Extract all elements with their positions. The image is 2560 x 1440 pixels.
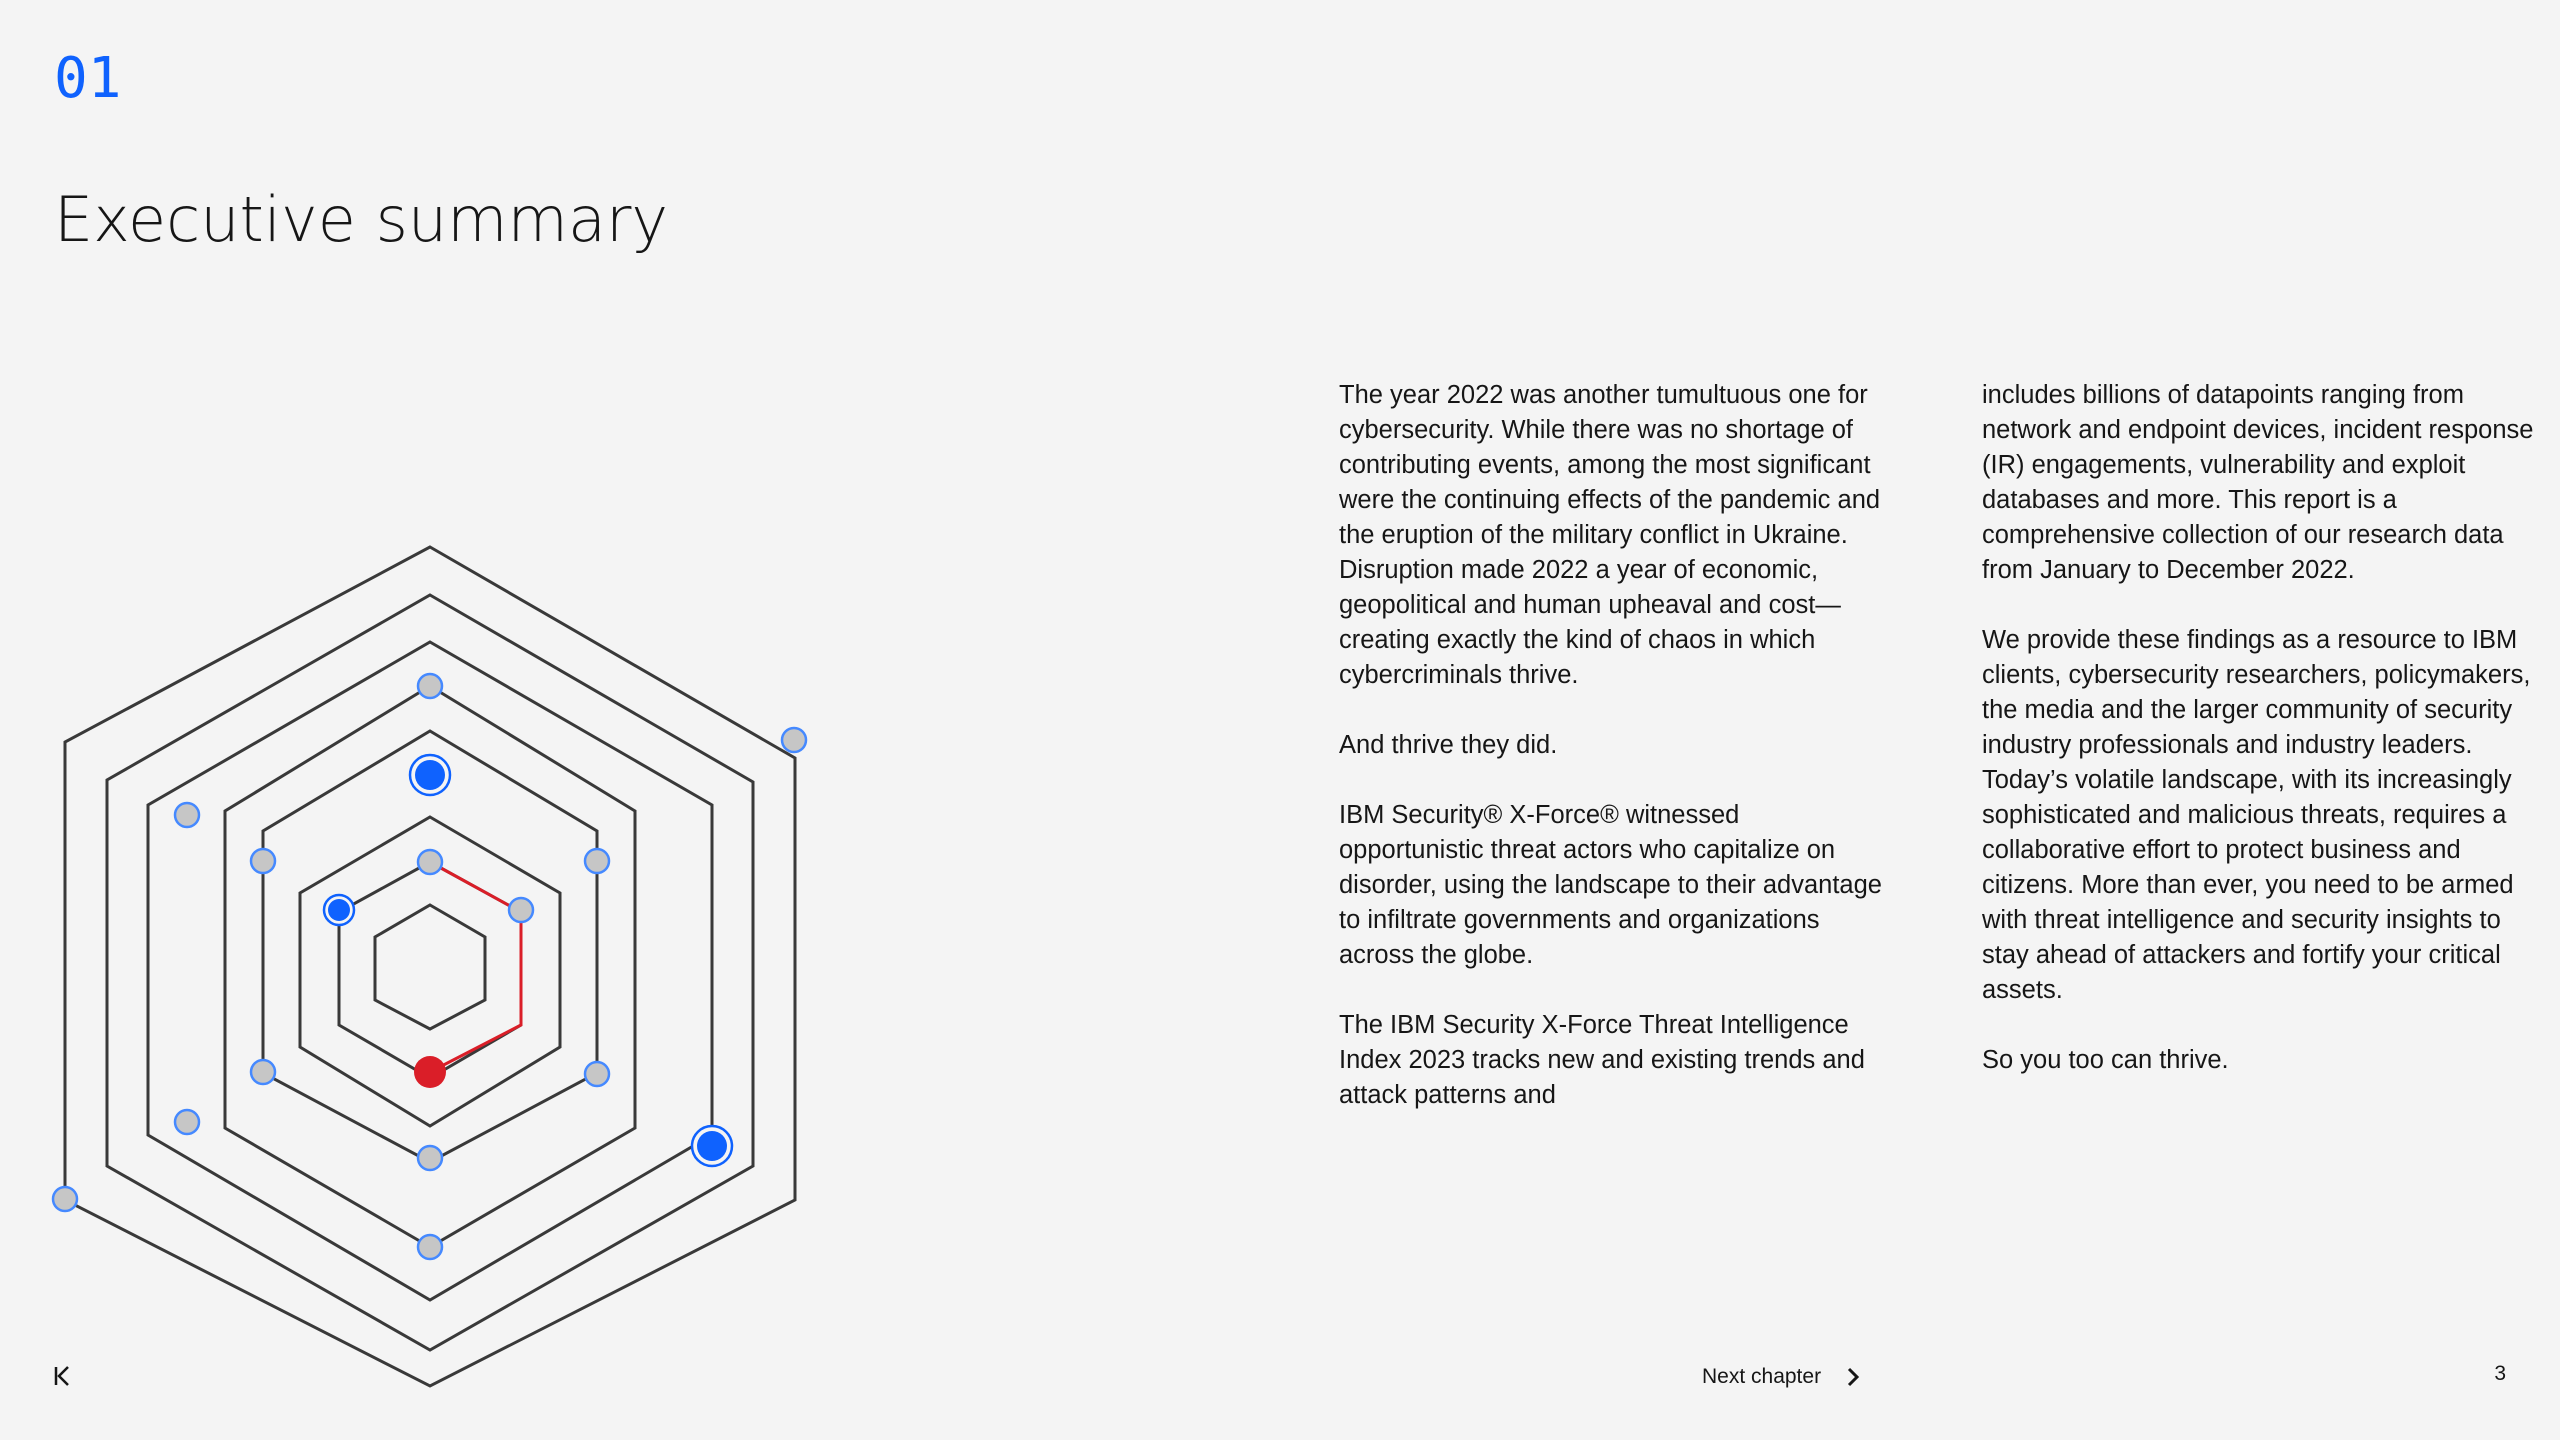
body-left-column: [1339, 378, 1884, 1148]
network-node: [251, 849, 275, 873]
chevron-right-icon: [1843, 1365, 1863, 1389]
network-node: [175, 1110, 199, 1134]
paragraph: The year 2022 was another tumultuous one for cybersecurity. While there was no shortage of contributing events, among the most significant were the continuing effects of the pandemic and the eruption of the military conflict in Ukraine. Disruption made 2022 a year of economic, geopolitical and human upheaval and cost—creating exactly the kind of chaos in which cybercriminals thrive.: [1339, 381, 1881, 689]
highlight-node: [697, 1131, 727, 1161]
paragraph: IBM Security® X-Force® witnessed opportunistic threat actors who capitalize on disorder, using the landscape to their advantage to infiltrate governments and organizations across the globe.: [1339, 801, 1882, 969]
highlight-node: [328, 899, 350, 921]
chapter-number: 01: [54, 46, 122, 111]
hexagon-ring-7: [339, 862, 521, 1078]
network-node: [782, 728, 806, 752]
network-node: [418, 850, 442, 874]
threat-node-red: [414, 1056, 446, 1088]
paragraph: And thrive they did.: [1339, 731, 1558, 759]
network-node: [418, 1235, 442, 1259]
network-node: [418, 1146, 442, 1170]
page-title: Executive summary: [54, 183, 669, 256]
page-number: 3: [2494, 1362, 2506, 1385]
concentric-hexagon-network-graphic: [0, 500, 860, 1400]
threat-path-line: [430, 862, 521, 1072]
paragraph: The IBM Security X-Force Threat Intelligence Index 2023 tracks new and existing trends and attack patterns and: [1339, 1011, 1865, 1109]
network-node: [418, 674, 442, 698]
network-node: [509, 898, 533, 922]
paragraph: We provide these findings as a resource to IBM clients, cybersecurity researchers, policymakers, the media and the larger community of security industry professionals and industry leaders. Today’s volatile landscape, with its increasingly sophisticated and malicious threats, requires a collaborative effort to protect business and citizens. More than ever, you need to be armed with threat intelligence and security insights to stay ahead of attackers and fortify your critical assets.: [1982, 626, 2531, 1004]
body-right-column: [1982, 378, 2542, 1113]
highlight-nodes-blue: [324, 755, 732, 1166]
network-node: [53, 1187, 77, 1211]
paragraph: includes billions of datapoints ranging from network and endpoint devices, incident response (IR) engagements, vulnerability and exploit databases and more. This report is a comprehensive collection of our research data from January to December 2022.: [1982, 381, 2534, 584]
network-node: [251, 1060, 275, 1084]
hexagon-ring-3: [148, 642, 712, 1300]
highlight-node: [415, 760, 445, 790]
first-page-icon: [48, 1362, 76, 1390]
first-page-button[interactable]: [48, 1362, 76, 1390]
network-node: [585, 849, 609, 873]
next-chapter-button[interactable]: [1702, 1360, 1863, 1394]
next-chapter-label: Next chapter: [1702, 1365, 1822, 1388]
paragraph: So you too can thrive.: [1982, 1046, 2229, 1074]
hexagon-ring-8: [375, 905, 485, 1029]
network-node: [585, 1062, 609, 1086]
network-node: [175, 803, 199, 827]
